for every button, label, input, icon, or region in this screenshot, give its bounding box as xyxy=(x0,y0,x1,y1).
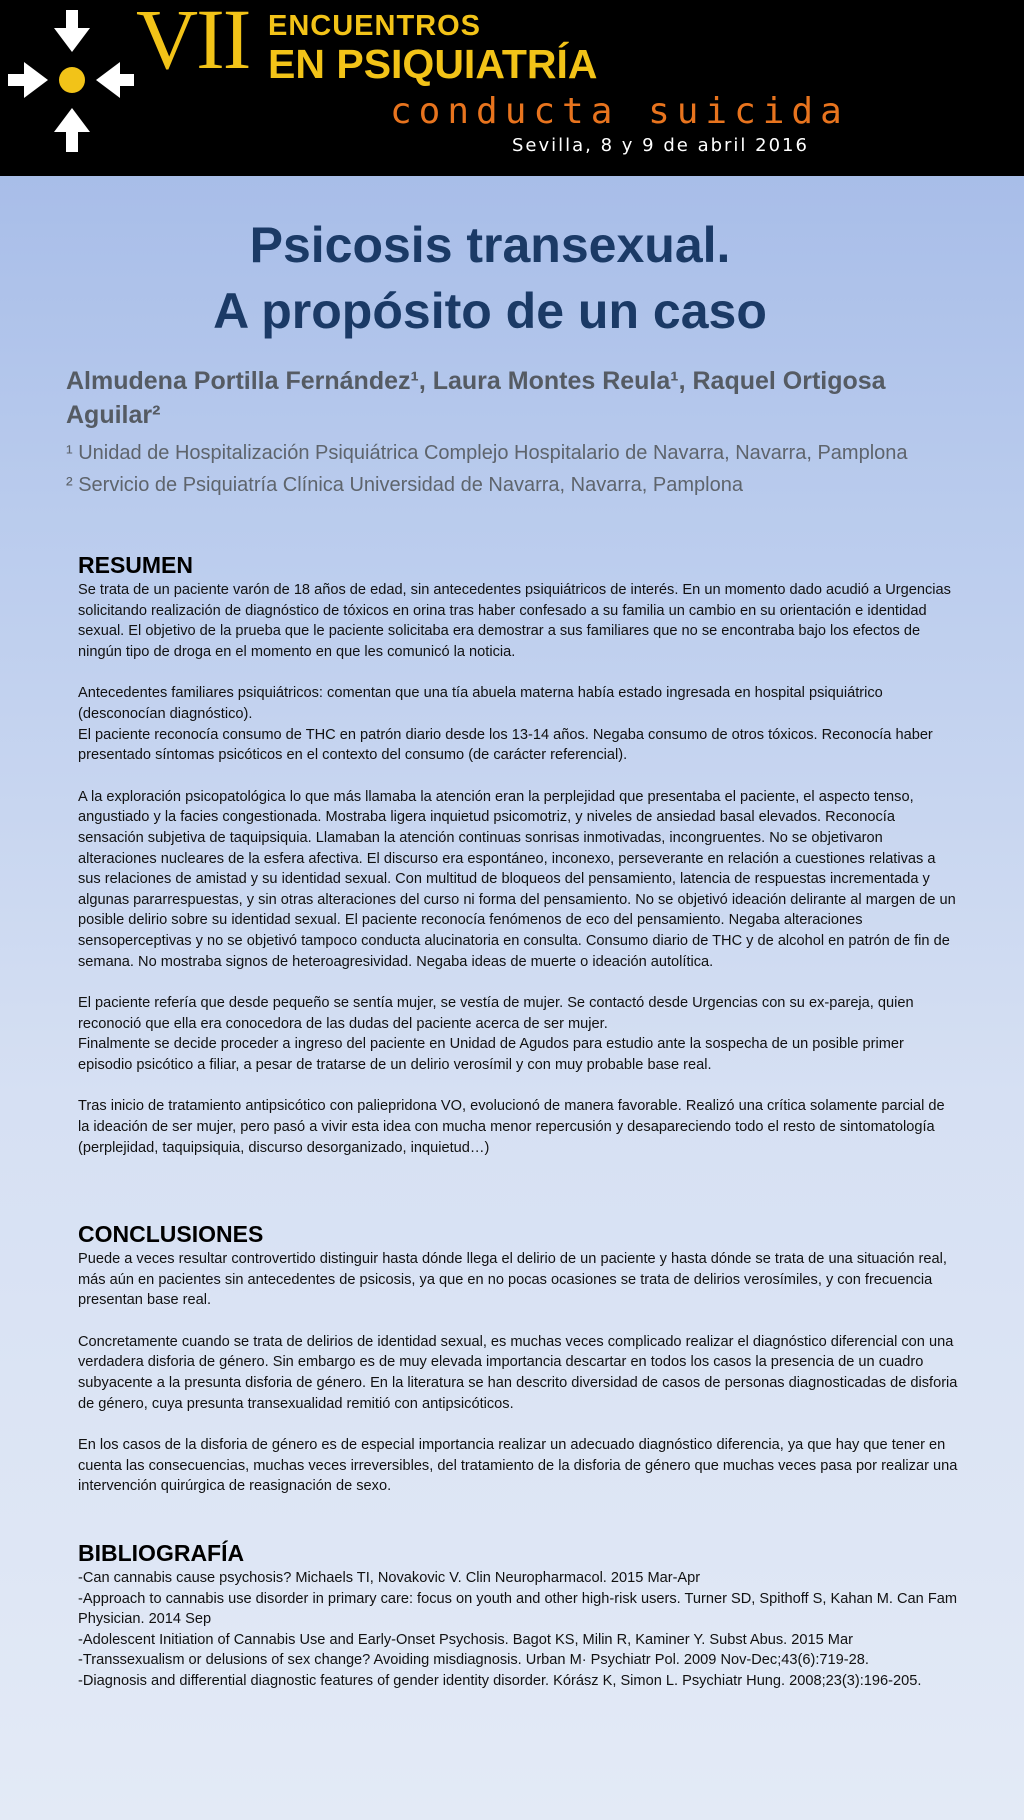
banner-line-2: EN PSIQUIATRÍA xyxy=(268,41,598,87)
resumen-paragraph: Tras inicio de tratamiento antipsicótico con paliepridona VO, evolucionó de manera favorable. Realizó una crítica solamente parcial de la ideación de ser mujer, pero pasó a vivir esta idea con mucha menor repercusión y desapareciendo todo el resto de sintomatología (perplejidad, taquipsiquia, discurso desorganizado, inquietud…) xyxy=(78,1098,945,1156)
resumen-paragraph: Se trata de un paciente varón de 18 años de edad, sin antecedentes psiquiátricos de interés. En un momento dado acudió a Urgencias solicitando realización de diagnóstico de tóxicos en orina tras haber confesado a su familia un cambio en su orientación e identidad sexual. El objetivo de la prueba que le paciente solicitaba era demostrar a sus familiares que no se encontraba bajo los efectos de ningún tipo de droga en el momento en que les comunicó la noticia. xyxy=(78,582,951,660)
resumen-paragraph: El paciente refería que desde pequeño se sentía mujer, se vestía de mujer. Se contactó desde Urgencias con su ex-pareja, quien reconoció que ella era conocedora de las dudas del paciente acerca de ser mujer. Finalmente se decide proceder a ingreso del paciente en Unidad de Agudos para estudio ante la sospecha de un posible primer episodio psicótico a filiar, a pesar de tratarse de un delirio verosímil y con muy probable base real. xyxy=(78,995,914,1073)
affiliation-1: ¹ Unidad de Hospitalización Psiquiátrica Complejo Hospitalario de Navarra, Navarra, Pamplona xyxy=(66,442,908,464)
bibliography-item: -Can cannabis cause psychosis? Michaels TI, Novakovic V. Clin Neuropharmacol. 2015 Mar-Apr xyxy=(78,1570,701,1586)
conclusiones-paragraph: En los casos de la disforia de género es de especial importancia realizar un adecuado diagnóstico diferencia, ya que hay que tener en cuenta las consecuencias, muchas veces irreversibles, del tratamiento de la disforia de género que muchas veces pasa por realizar una intervención quirúrgica de reasignación de sexo. xyxy=(78,1437,958,1495)
title-line-1: Psicosis transexual. xyxy=(249,217,731,273)
resumen-paragraph: A la exploración psicopatológica lo que más llamaba la atención eran la perplejidad que presentaba el paciente, el aspecto tenso, angustiado y la facies congestionada. Mostraba ligera inquietud psicomotriz, y niveles de ansiedad basal elevados. Reconocía sensación subjetiva de taquipsiquia. Llamaban la atención continuas sonrisas inmotivadas, incongruentes. No se objetivaron alteraciones nucleares de la esfera afectiva. El discurso era espontáneo, inconexo, perseverante en relación a cuestiones relativas a sus relaciones de amistad y su identidad sexual. Con multitud de bloqueos del pensamiento, latencia de respuestas incrementada y algunas pararrespuestas, y sin otras alteraciones del curso ni forma del pensamiento. No se objetivó ideación delirante al margen de un posible delirio sobre su identidad sexual. El paciente reconocía fenómenos de eco del pensamiento. Negaba alteraciones sensoperceptivas y no se objetivó tampoco conducta alucinatoria en consulta. Consumo diario de THC y de alcohol en patrón de fin de semana. No mostraba signos de heteroagresividad. Negaba ideas de muerte o ideación autolítica. xyxy=(78,788,956,970)
resumen-heading: RESUMEN xyxy=(78,552,194,578)
conference-banner xyxy=(0,0,1024,176)
title-line-2: A propósito de un caso xyxy=(213,283,767,339)
edition-roman-numeral: VII xyxy=(136,0,250,87)
poster-title xyxy=(0,212,980,344)
bibliography-item: -Diagnosis and differential diagnostic features of gender identity disorder. Kórász K, Simon L. Psychiatr Hung. 2008;23(3):196-205. xyxy=(78,1672,922,1689)
bibliography-item: -Transsexualism or delusions of sex change? Avoiding misdiagnosis. Urban M· Psychiatr Pol. 2009 Nov-Dec;43(6):719-28. xyxy=(78,1652,869,1669)
bibliography-item: -Approach to cannabis use disorder in primary care: focus on youth and other high-risk users. Turner SD, Spithoff S, Kahan M. Can Fam Physician. 2014 Sep xyxy=(78,1590,958,1628)
conclusiones-paragraph: Puede a veces resultar controvertido distinguir hasta dónde llega el delirio de un paciente y hasta dónde se trata de una situación real, más aún en pacientes sin antecedentes de psicosis, ya que en no pocas ocasiones se trata de delirios verosímiles, y con frecuencia presentan base real. xyxy=(78,1251,947,1309)
resumen-paragraph: Antecedentes familiares psiquiátricos: comentan que una tía abuela materna había estado ingresada en hospital psiquiátrico (desconocían diagnóstico). El paciente reconocía consumo de THC en patrón diario desde los 13-14 años. Negaba consumo de otros tóxicos. Reconocía haber presentado síntomas psicóticos en el contexto del consumo (de carácter referencial). xyxy=(78,685,933,764)
conclusiones-heading: CONCLUSIONES xyxy=(78,1221,264,1247)
banner-subtitle: conducta suicida xyxy=(390,91,849,132)
resumen-section xyxy=(78,550,958,1179)
bibliografia-heading: BIBLIOGRAFÍA xyxy=(78,1540,245,1566)
banner-venue-date: Sevilla, 8 y 9 de abril 2016 xyxy=(512,135,809,156)
conclusiones-section xyxy=(78,1219,958,1518)
authors: Almudena Portilla Fernández¹, Laura Montes Reula¹, Raquel Ortigosa Aguilar² xyxy=(66,367,886,429)
bibliografia-section xyxy=(78,1538,958,1692)
affiliation-2: ² Servicio de Psiquiatría Clínica Universidad de Navarra, Navarra, Pamplona xyxy=(66,474,743,496)
conclusiones-paragraph: Concretamente cuando se trata de delirios de identidad sexual, es muchas veces complicado realizar el diagnóstico diferencial con una verdadera disforia de género. Sin embargo es de muy elevada importancia descartar en todos los casos la presencia de un cuadro subyacente a la presunta disforia de género. En la literatura se han descrito diversidad de casos de personas diagnosticadas de disforia de género, cuya presunta transexualidad remitió con antipsicóticos. xyxy=(78,1333,958,1412)
arrows-converging-icon xyxy=(4,6,136,154)
banner-line-1: ENCUENTROS xyxy=(268,10,482,42)
bibliography-item: -Adolescent Initiation of Cannabis Use and Early-Onset Psychosis. Bagot KS, Milin R, Kaminer Y. Subst Abus. 2015 Mar xyxy=(78,1631,853,1648)
